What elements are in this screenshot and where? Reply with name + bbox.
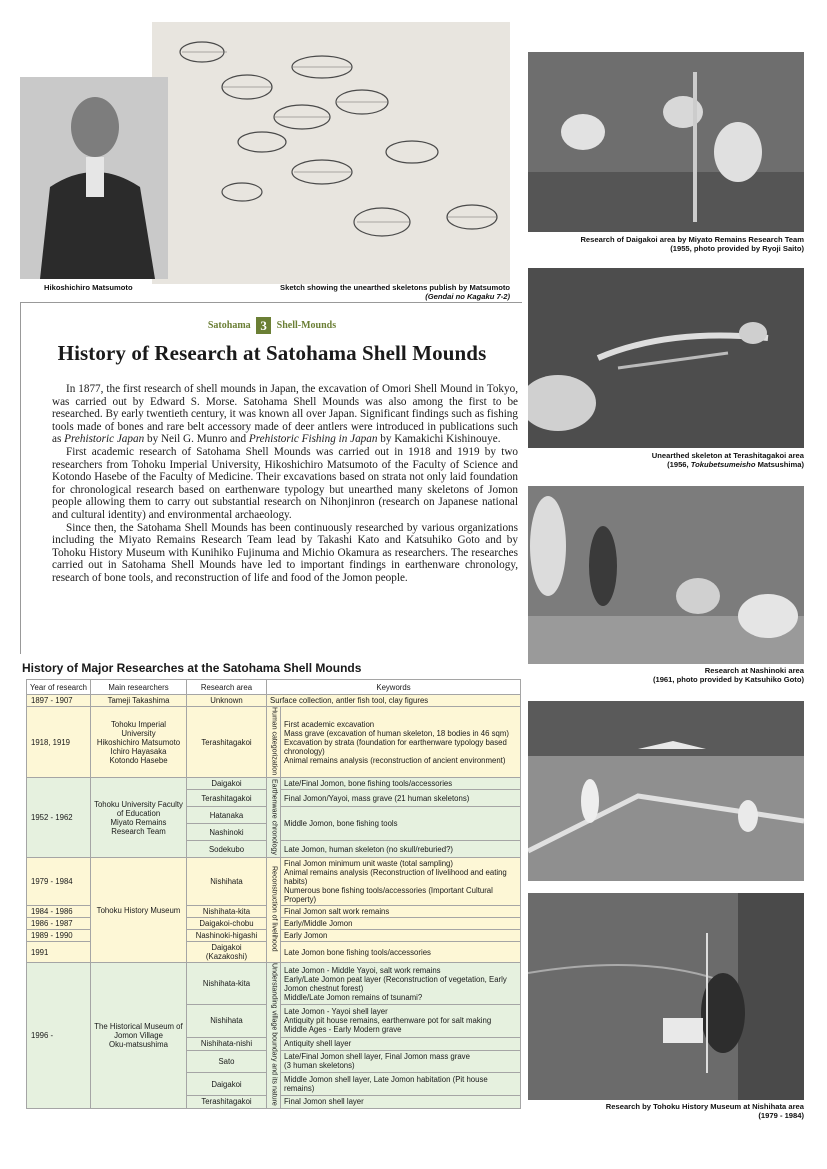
- text-run: by Kamakichi Kishinouye.: [377, 433, 501, 446]
- terashitagakoi-skeleton-photo: [528, 268, 804, 448]
- researcher-cell: [91, 707, 187, 778]
- sketch-caption: [220, 283, 510, 301]
- header-keywords: Keywords: [267, 680, 521, 695]
- area-cell: Daigakoi-chobu: [187, 918, 267, 930]
- keyword-line: Animal remains analysis (Reconstruction of livelihood and eating habits): [284, 868, 507, 887]
- text-run: by Neil G. Munro and: [144, 433, 249, 446]
- area-cell: Sato: [187, 1050, 267, 1073]
- table-row: [27, 963, 521, 1005]
- terashitagakoi-caption-line1: Unearthed skeleton at Terashitagakoi area: [651, 451, 804, 460]
- keyword-cell: Final Jomon shell layer: [281, 1095, 521, 1108]
- excavation-trench-photo: [528, 701, 804, 881]
- researcher-cell: [91, 963, 187, 1109]
- terashitagakoi-caption-line2: [528, 460, 804, 469]
- body-paragraph: [52, 383, 518, 446]
- section-body: [52, 383, 518, 585]
- theme-cell: [267, 963, 281, 1109]
- keyword-line: Final Jomon minimum unit waste (total sampling): [284, 859, 453, 869]
- researcher-line: Oku-matsushima: [109, 1040, 168, 1049]
- table-title: History of Major Researches at the Satohama Shell Mounds: [22, 661, 362, 675]
- portrait-photo: [20, 77, 168, 279]
- area-cell: Nishihata: [187, 858, 267, 906]
- nishihata-caption: [528, 1102, 804, 1120]
- area-cell: Terashitagakoi: [187, 707, 267, 778]
- researcher-line: Miyato Remains Research Team: [110, 817, 167, 836]
- keyword-line: Late Jomon - Middle Yayoi, salt work remains: [284, 965, 441, 975]
- keyword-line: Numerous bone fishing tools/accessories (Important Cultural Property): [284, 886, 493, 905]
- theme-label: Understanding village boundary and its nature: [270, 963, 278, 1106]
- body-paragraph: Since then, the Satohama Shell Mounds has been continuously researched by various organizations including the Miyato Remains Research Team lead by Takashi Kato and Katsuhiko Goto and by Tohoku History Museum with Kunihiko Fujinuma and Michio Okamura as researchers. The researches carried out in Satohama Shell Mounds have led to important findings in earthenware chronology, research of bone tools, and reconstruction of life and food of the Jomon people.: [52, 521, 518, 584]
- caption-part-italic: Tokubetsumeisho: [690, 460, 756, 469]
- year-cell: 1989 - 1990: [27, 930, 91, 942]
- section-heading: [21, 317, 523, 334]
- table-row: [27, 707, 521, 778]
- history-section: [20, 302, 522, 654]
- researcher-line: Hikoshichiro Matsumoto: [96, 737, 181, 747]
- keyword-cell: Middle Jomon shell layer, Late Jomon habitation (Pit house remains): [281, 1073, 521, 1096]
- research-history-table: [26, 679, 521, 1109]
- area-cell: Daigakoi (Kazakoshi): [187, 942, 267, 963]
- theme-cell: [267, 858, 281, 963]
- daigakoi-research-photo: [528, 52, 804, 232]
- keyword-cell: [281, 1005, 521, 1037]
- keyword-line: Early/Late Jomon peat layer (Reconstruction of vegetation, Early Jomon chestnut forest): [284, 974, 507, 993]
- daigakoi-caption-line2: (1955, photo provided by Ryoji Saito): [670, 244, 804, 253]
- sketch-caption-line1: Sketch showing the unearthed skeletons publish by Matsumoto: [280, 283, 510, 292]
- header-area: Research area: [187, 680, 267, 695]
- area-cell: Nishihata: [187, 1005, 267, 1037]
- theme-label: Human categorization: [270, 707, 278, 776]
- area-cell: Terashitagakoi: [187, 1095, 267, 1108]
- keyword-cell: Surface collection, antler fish tool, clay figures: [267, 695, 521, 707]
- nashinoki-caption: [528, 666, 804, 684]
- researcher-line: Tohoku Imperial University: [110, 719, 167, 738]
- section-title: History of Research at Satohama Shell Mounds: [57, 341, 487, 365]
- area-cell: Terashitagakoi: [187, 790, 267, 807]
- year-cell: 1991: [27, 942, 91, 963]
- keyword-cell: [281, 707, 521, 778]
- theme-cell: [267, 778, 281, 858]
- nashinoki-research-photo: [528, 486, 804, 664]
- researcher-cell: [91, 778, 187, 858]
- nashinoki-caption-line2: (1961, photo provided by Katsuhiko Goto): [652, 675, 804, 684]
- book-title: Prehistoric Fishing in Japan: [248, 433, 378, 446]
- keyword-cell: [281, 1050, 521, 1073]
- keyword-line: Middle/Late Jomon remains of tsunami?: [284, 992, 423, 1002]
- daigakoi-caption: [528, 235, 804, 253]
- sketch-caption-line2: (Gendai no Kagaku 7-2): [425, 292, 510, 301]
- section-label-pre: Satohama: [207, 319, 251, 331]
- researcher-cell: Tohoku History Museum: [91, 858, 187, 963]
- caption-part: (1956,: [667, 460, 691, 469]
- area-cell: Unknown: [187, 695, 267, 707]
- terashitagakoi-caption: [528, 451, 804, 469]
- keyword-line: Late Jomon - Yayoi shell layer: [284, 1007, 388, 1017]
- area-cell: Daigakoi: [187, 778, 267, 790]
- area-cell: Nishihata-nishi: [187, 1037, 267, 1050]
- keyword-line: Antiquity pit house remains, earthenware pot for salt making: [284, 1016, 492, 1026]
- researcher-line: Kotondo Hasebe: [109, 755, 168, 765]
- researcher-line: The Historical Museum of Jomon Village: [94, 1022, 183, 1040]
- theme-cell: [267, 707, 281, 778]
- keyword-cell: Antiquity shell layer: [281, 1037, 521, 1050]
- area-cell: Nishihata-kita: [187, 963, 267, 1005]
- book-title: Prehistoric Japan: [64, 433, 145, 446]
- nishihata-caption-line2: (1979 - 1984): [758, 1111, 804, 1120]
- keyword-line: Mass grave (excavation of human skeleton, 18 bodies in 46 sqm): [284, 728, 509, 738]
- year-cell: 1996 -: [27, 963, 91, 1109]
- year-cell: 1986 - 1987: [27, 918, 91, 930]
- skeleton-sketch-image: [152, 22, 510, 284]
- keyword-line: First academic excavation: [284, 719, 375, 729]
- keyword-cell: Late Jomon, human skeleton (no skull/reburied?): [281, 841, 521, 858]
- keyword-cell: Early/Middle Jomon: [281, 918, 521, 930]
- area-cell: Nashinoki: [187, 824, 267, 841]
- nishihata-research-photo: [528, 893, 804, 1100]
- area-cell: Daigakoi: [187, 1073, 267, 1096]
- keyword-cell: [281, 858, 521, 906]
- text-run: In 1877, the first research of shell mounds in Japan, the excavation of Omori Shell Mound in Tokyo, was carried out by Edward S. Morse. Satohama Shell Mounds was also among the first to be researched. By early twentieth century, it was known all over Japan. Significant findings such as fishing tools made of bones and rare belt accessory made of deer antlers were introduced in publications such as: [52, 383, 518, 446]
- keyword-line: (3 human skeletons): [284, 1061, 355, 1071]
- researcher-line: Tohoku University Faculty of Education: [94, 799, 183, 818]
- year-cell: 1897 - 1907: [27, 695, 91, 707]
- researcher-line: Ichiro Hayasaka: [110, 746, 167, 756]
- keyword-cell: Early Jomon: [281, 930, 521, 942]
- researcher-cell: Tameji Takashima: [91, 695, 187, 707]
- keyword-cell: Final Jomon/Yayoi, mass grave (21 human skeletons): [281, 790, 521, 807]
- keyword-cell: Final Jomon salt work remains: [281, 906, 521, 918]
- daigakoi-caption-line1: Research of Daigakoi area by Miyato Remains Research Team: [580, 235, 804, 244]
- keyword-line: Middle Ages - Early Modern grave: [284, 1025, 402, 1035]
- header-researchers: Main researchers: [91, 680, 187, 695]
- area-cell: Nishihata-kita: [187, 906, 267, 918]
- theme-label: Earthenware chronology: [270, 778, 278, 855]
- caption-part: Matsushima): [755, 460, 804, 469]
- table-row: [27, 858, 521, 906]
- year-cell: 1984 - 1986: [27, 906, 91, 918]
- table-header-row: [27, 680, 521, 695]
- keyword-line: Late/Final Jomon shell layer, Final Jomon mass grave: [284, 1052, 470, 1062]
- keyword-line: Animal remains analysis (reconstruction of ancient environment): [284, 755, 506, 765]
- nishihata-caption-line1: Research by Tohoku History Museum at Nishihata area: [605, 1102, 804, 1111]
- header-year: Year of research: [27, 680, 91, 695]
- table-row: [27, 695, 521, 707]
- year-cell: 1979 - 1984: [27, 858, 91, 906]
- area-cell: Sodekubo: [187, 841, 267, 858]
- table-row: [27, 778, 521, 790]
- keyword-cell: Late/Final Jomon, bone fishing tools/accessories: [281, 778, 521, 790]
- portrait-caption: Hikoshichiro Matsumoto: [44, 283, 133, 292]
- keyword-cell: Middle Jomon, bone fishing tools: [281, 807, 521, 841]
- section-number-badge: 3: [256, 317, 271, 334]
- keyword-cell: [281, 963, 521, 1005]
- section-label-post: Shell-Mounds: [276, 319, 337, 331]
- year-cell: 1918, 1919: [27, 707, 91, 778]
- body-paragraph: First academic research of Satohama Shell Mounds was carried out in 1918 and 1919 by two researchers from Tohoku Imperial University, Hikoshichiro Matsumoto of the Faculty of Science and Kotondo Hasebe of the Faculty of Medicine. Their excavations based on strata not only laid foundation for chronological research based on earthenware typology but unearthed many skeletons of Jomon people allowing them to carry out substantial research on Nihonjinron (research on Japanese national and cultural identity) and environmental archaeology.: [52, 445, 518, 521]
- year-cell: 1952 - 1962: [27, 778, 91, 858]
- area-cell: Nashinoki-higashi: [187, 930, 267, 942]
- area-cell: Hatanaka: [187, 807, 267, 824]
- theme-label: Reconstruction of livelihood: [270, 866, 278, 952]
- nashinoki-caption-line1: Research at Nashinoki area: [704, 666, 804, 675]
- keyword-cell: Late Jomon bone fishing tools/accessories: [281, 942, 521, 963]
- keyword-line: Excavation by strata (foundation for earthenware typology based chronology): [284, 737, 507, 756]
